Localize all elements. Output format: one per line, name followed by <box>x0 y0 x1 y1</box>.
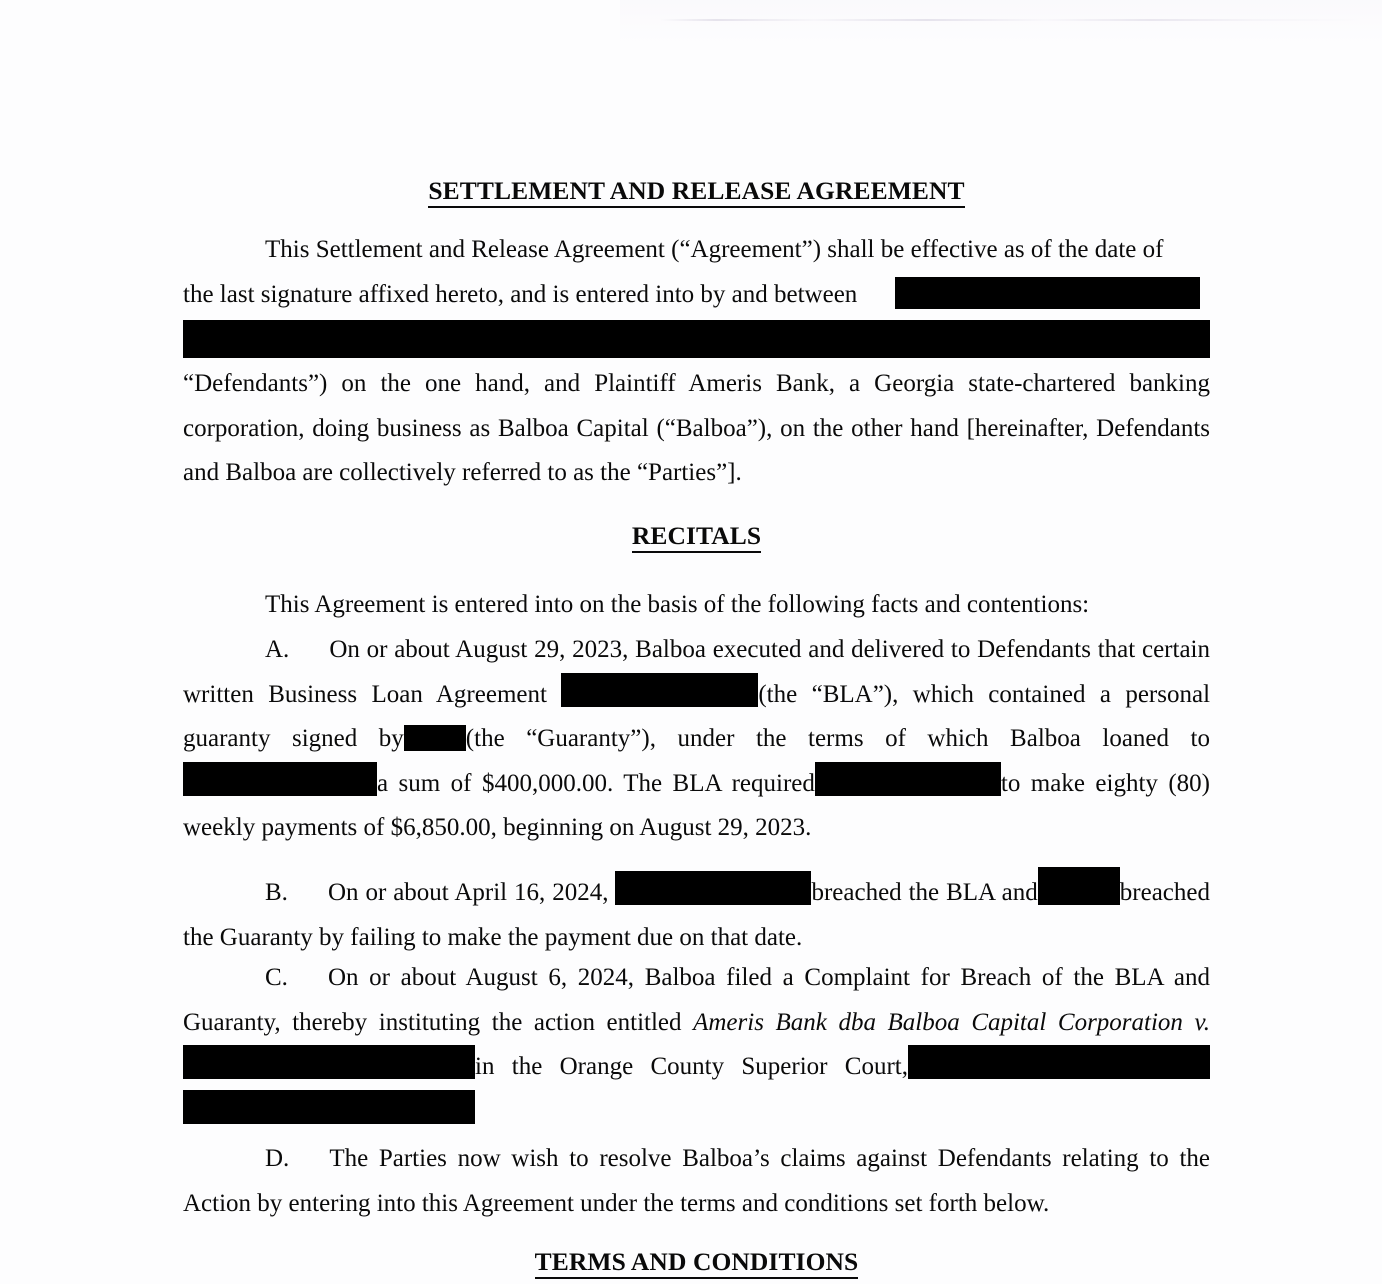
redaction-case-number-1 <box>908 1045 1210 1079</box>
recital-c-case-name: Ameris Bank dba Balboa Capital Corporation v. <box>693 1008 1210 1036</box>
recitals-heading <box>183 523 1210 553</box>
recital-item-d <box>183 1137 1210 1226</box>
redaction-obligor-name <box>815 762 1001 796</box>
defendants-paragraph: “Defendants”) on the one hand, and Plaintiff Ameris Bank, a Georgia state-chartered banking corporation, doing business as Balboa Capital (“Balboa”), on the other hand [hereinafter, Defendants and Balboa are collectively referred to as the “Parties”]. <box>183 370 1210 486</box>
terms-heading-text: TERMS AND CONDITIONS <box>535 1249 859 1279</box>
recital-a-segment-5: to make eighty (80) weekly payments of $6,850.00, beginning on August 29, 2023. <box>183 769 1210 841</box>
redaction-breaching-party <box>615 871 811 905</box>
intro-line-2-text: the last signature affixed hereto, and is entered into by and between <box>183 280 858 308</box>
redaction-guarantor-breach <box>1038 867 1120 905</box>
recital-d-letter: D. <box>265 1145 290 1172</box>
recital-item-a <box>183 628 1210 851</box>
recital-c-segment-2: in the Orange County Superior Court, <box>475 1053 908 1080</box>
redaction-bla-identifier <box>561 673 758 707</box>
document-title-text: SETTLEMENT AND RELEASE AGREEMENT <box>428 178 964 208</box>
redaction-borrower-name <box>183 762 377 796</box>
recital-item-b <box>183 867 1210 960</box>
recital-b-segment-2: breached the BLA and <box>811 879 1038 906</box>
redaction-case-number-2 <box>183 1090 475 1124</box>
recitals-intro-text: This Agreement is entered into on the basis of the following facts and contentions: <box>265 591 1090 618</box>
recital-item-c <box>183 956 1210 1134</box>
terms-heading <box>183 1249 1210 1279</box>
document-title <box>183 178 1210 208</box>
recitals-intro-paragraph <box>183 583 1210 628</box>
recital-d-segment-1: The Parties now wish to resolve Balboa’s claims against Defendants relating to the Action by entering into this Agreement under the terms and conditions set forth below. <box>183 1145 1210 1217</box>
redaction-intro-parties-2 <box>183 320 1210 358</box>
recital-b-segment-1: On or about April 16, 2024, <box>327 879 609 906</box>
recital-a-segment-4: a sum of $400,000.00. The BLA required <box>377 769 815 797</box>
redaction-guarantor-name <box>404 725 466 751</box>
recital-a-letter: A. <box>265 636 290 663</box>
document-body <box>183 0 1210 1284</box>
recital-a-segment-2: (the “BLA”), which contained a personal guaranty signed by <box>183 680 1211 752</box>
redaction-intro-parties-1 <box>895 277 1200 309</box>
recital-b-segment-3: breached the Guaranty by failing to make the payment due on that date. <box>183 879 1210 951</box>
recital-a-segment-3: (the “Guaranty”), under the terms of which Balboa loaned to <box>465 725 1211 752</box>
intro-line-1: This Settlement and Release Agreement (“Agreement”) shall be effective as of the date of <box>265 236 1164 263</box>
recital-c-letter: C. <box>265 964 288 991</box>
recital-c-segment-1: On or about August 6, 2024, Balboa filed a Complaint for Breach of the BLA and Guaranty, thereby instituting the action entitled <box>183 964 1210 1036</box>
recital-a-segment-1: On or about August 29, 2023, Balboa executed and delivered to Defendants that certain written Business Loan Agreement <box>183 636 1210 708</box>
redaction-case-defendant <box>183 1045 475 1079</box>
recitals-heading-text: RECITALS <box>632 523 761 553</box>
recital-b-letter: B. <box>265 879 288 906</box>
